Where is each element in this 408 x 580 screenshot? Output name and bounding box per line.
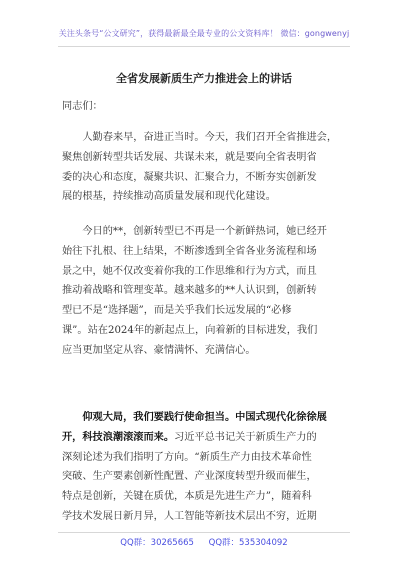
header-divider	[58, 46, 350, 47]
paragraph-3	[62, 408, 344, 527]
salutation	[62, 97, 344, 117]
paragraph-line: 展的根基，持续推动高质量发展和现代化建设。	[62, 191, 276, 203]
paragraph-bold-lead: 开，科技浪潮滚滚而来。	[62, 430, 175, 443]
paragraph-line: 人勤春来早，奋进正当时。今天，我们召开全省推进会，	[82, 132, 338, 143]
paragraph-line: 学技术发展日新月异，人工智能等新技术层出不穷，近期	[62, 510, 317, 522]
paragraph-2	[62, 222, 344, 361]
paragraph-bold-lead: 仰观大局，我们要践行使命担当。中国式现代化徐徐展	[82, 411, 327, 423]
paragraph-line: 深刻论述为我们指明了方向。“新质生产力由技术革命性	[62, 451, 312, 463]
paragraph-line: 课”。站在2024年的新起点上，向着新的目标进发，我们	[62, 324, 318, 336]
paragraph-line	[62, 408, 344, 428]
salutation-line: 同志们：	[62, 101, 103, 112]
footer-divider	[58, 532, 350, 533]
header-banner: 关注头条号“公文研究”，获得最新最全最专业的公文资料库！ 微信：gongwenyj	[58, 29, 350, 38]
paragraph-line: 突破、生产要素创新性配置、产业深度转型升级而催生，	[62, 471, 317, 483]
paragraph-line: 今日的**，创新转型已不再是一个新鲜热词，她已经开	[82, 226, 327, 237]
paragraph-line: 特点是创新，关键在质优，本质是先进生产力”，随着科	[62, 491, 312, 503]
footer-qq-group-1: QQ群：30265665	[120, 538, 194, 548]
paragraph-1	[62, 128, 344, 207]
paragraph-line: 推动着战略和管理变革。越来越多的**人认识到，创新转	[62, 285, 317, 297]
footer-qq-group-2: QQ群：535304092	[208, 538, 288, 548]
paragraph-line: 聚焦创新转型共话发展、共谋未来，就是要向全省表明省	[62, 151, 317, 163]
paragraph-line: 开，科技浪潮滚滚而来。习近平总书记关于新质生产力的	[62, 430, 317, 443]
paragraph-line: 始往下扎根、往上结果，不断渗透到全省各业务流程和场	[62, 245, 317, 257]
paragraph-line: 型已不是“选择题”，而是关乎我们长远发展的“必修	[62, 305, 292, 317]
document-title: 全省发展新质生产力推进会上的讲话	[116, 72, 292, 85]
paragraph-line: 委的决心和态度，凝聚共识、汇聚合力，不断夯实创新发	[62, 171, 317, 183]
paragraph-line: 应当更加坚定从容、豪情满怀、充满信心。	[62, 344, 256, 356]
footer	[0, 536, 408, 548]
paragraph-line: 景之中，她不仅改变着你我的工作思维和行为方式，而且	[62, 265, 317, 277]
